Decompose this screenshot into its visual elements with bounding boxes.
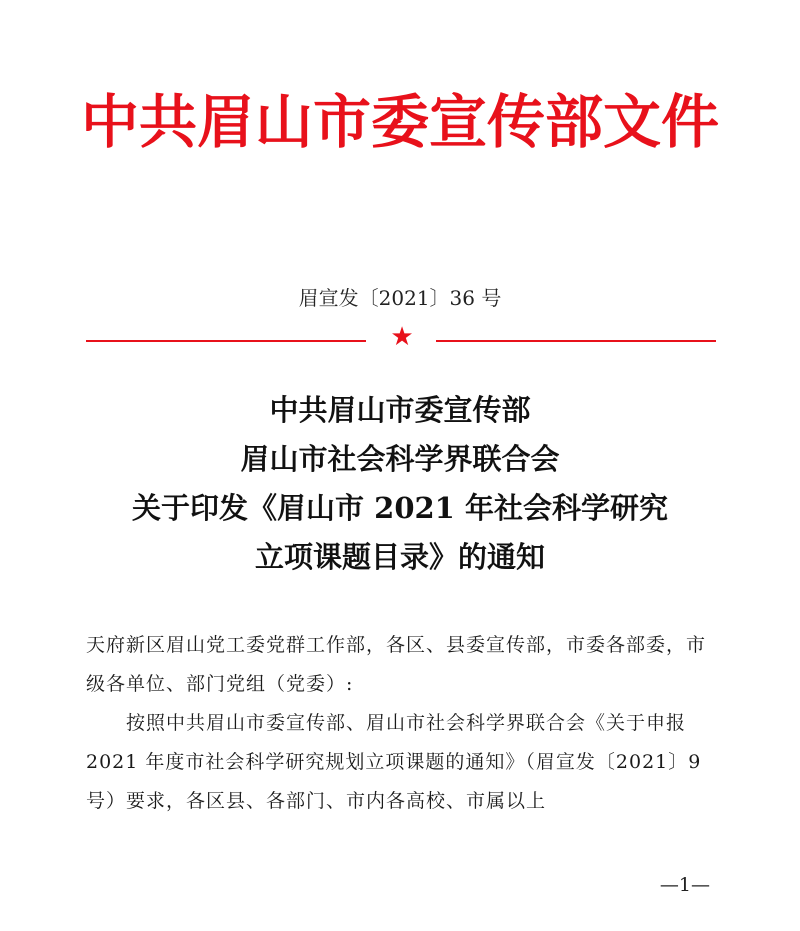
- title-line-4: 立项课题目录》的通知: [254, 540, 545, 574]
- divider-left-line: [86, 340, 366, 342]
- red-divider: [86, 322, 716, 352]
- document-body: [86, 626, 716, 821]
- title-line-2: 眉山市社会科学界联合会: [240, 442, 560, 476]
- document-number: 眉宣发〔2021〕36 号: [298, 286, 502, 310]
- body-paragraph: 按照中共眉山市委宣传部、眉山市社会科学界联合会《关于申报 2021 年度市社会科学研究规划立项课题的通知》（眉宣发〔2021〕9 号）要求，各区县、各部门、市内各高校、市属以上: [86, 712, 702, 812]
- title-line-1: 中共眉山市委宣传部: [269, 393, 531, 427]
- page-number: —1—: [659, 874, 710, 896]
- salutation: 天府新区眉山党工委党群工作部，各区、县委宣传部，市委各部委，市级各单位、部门党组（党委）:: [86, 634, 707, 695]
- divider-right-line: [436, 340, 716, 342]
- star-icon: ★: [390, 322, 414, 352]
- document-header-title: 中共眉山市委宣传部文件: [80, 88, 719, 156]
- notice-title: [0, 386, 800, 582]
- title-line-3: 关于印发《眉山市 2021 年社会科学研究: [132, 491, 668, 525]
